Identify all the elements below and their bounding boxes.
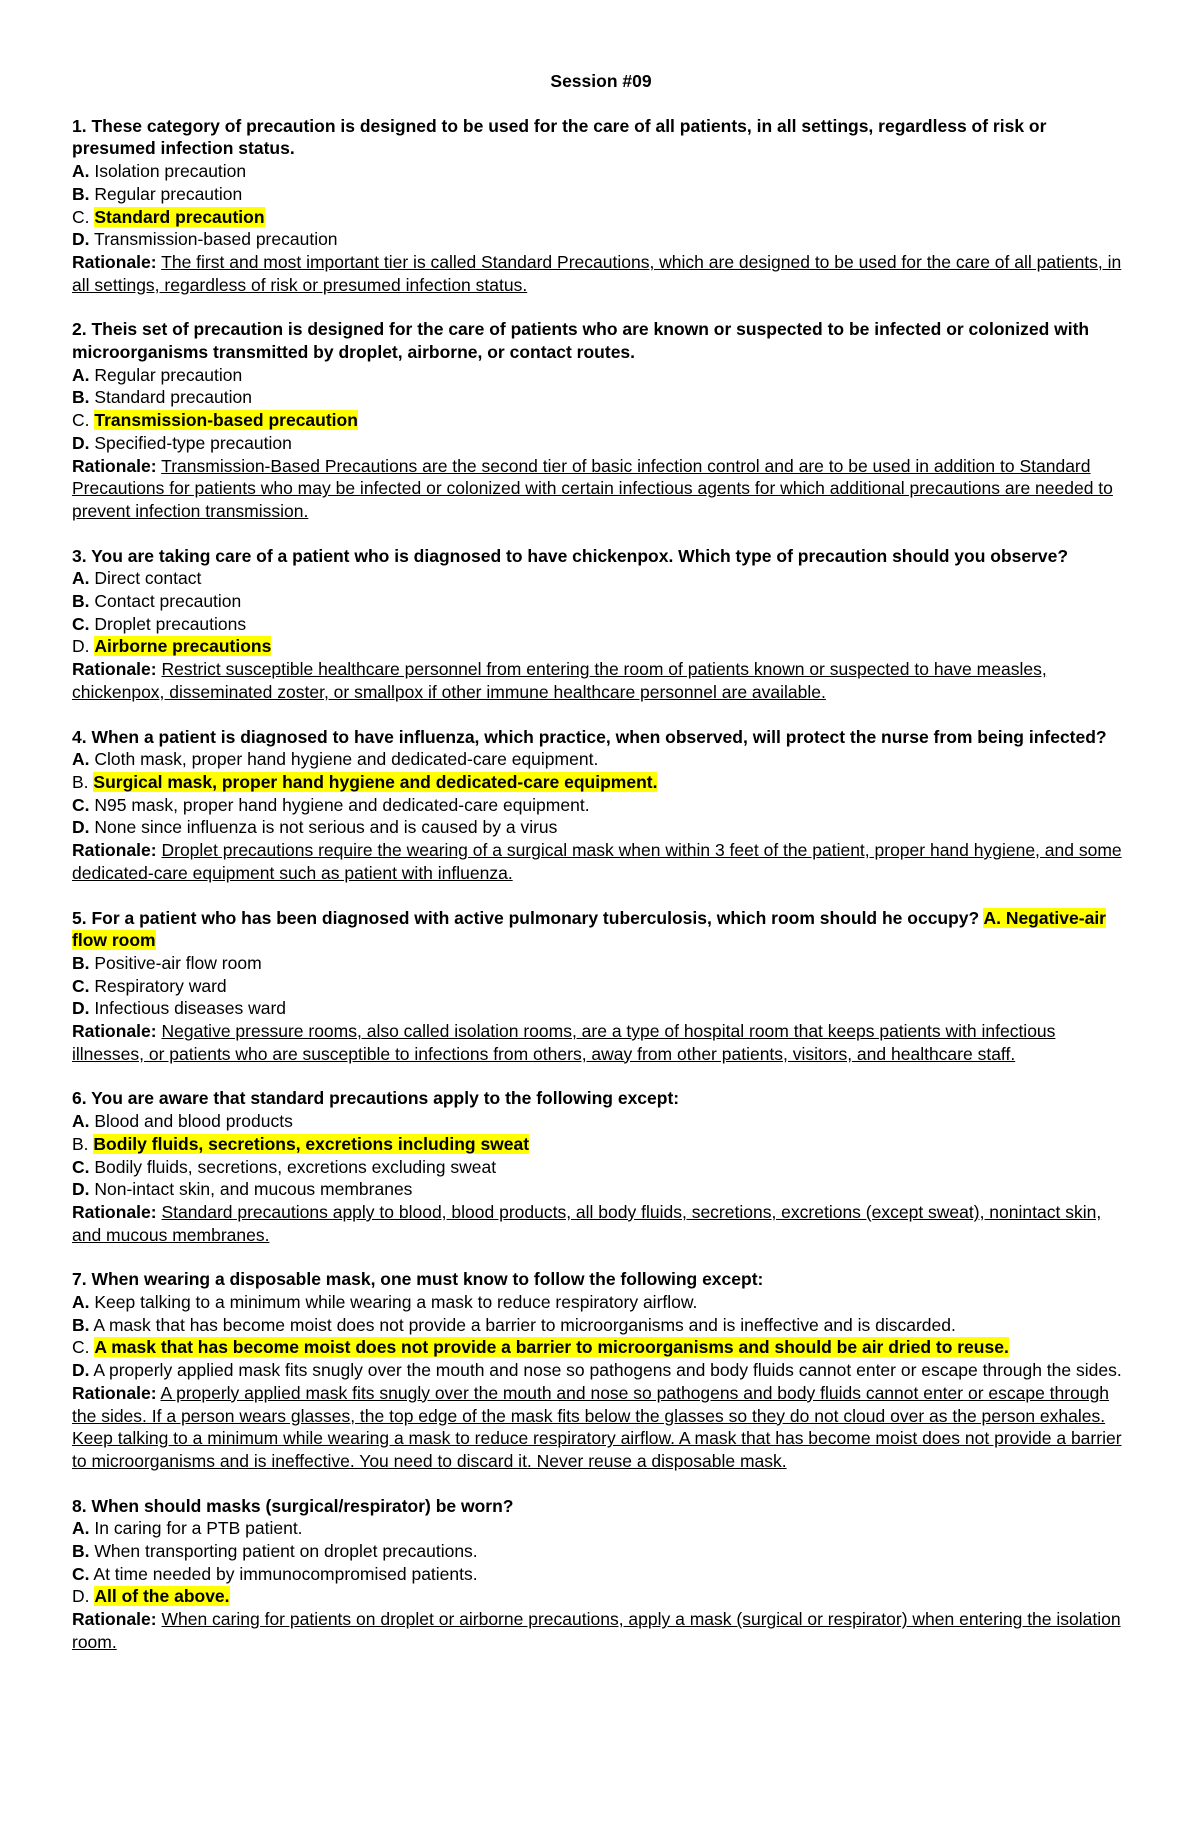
- rationale: [72, 839, 1130, 884]
- option-text: Bodily fluids, secretions, excretions including sweat: [93, 1133, 530, 1154]
- option-text: Standard precaution: [94, 206, 265, 227]
- rationale-text: A properly applied mask fits snugly over the mouth and nose so pathogens and body fluids cannot enter or escape through the sides. If a person wears glasses, the top edge of the mask fits below the glasses so they do not cloud over as the person exhales. Keep talking to a minimum while wearing a mask to reduce respiratory airflow. A mask that has become moist does not provide a barrier to microorganisms and is ineffective. You need to discard it. Never reuse a disposable mask.: [72, 1382, 1122, 1471]
- option-letter: D.: [72, 229, 90, 250]
- option-text: A properly applied mask fits snugly over the mouth and nose so pathogens and body fluids cannot enter or escape through the sides.: [93, 1360, 1122, 1381]
- rationale: [72, 658, 1130, 703]
- question-stem: [72, 318, 1130, 363]
- answer-option: [72, 1156, 1130, 1179]
- option-text: N95 mask, proper hand hygiene and dedicated-care equipment.: [94, 794, 590, 815]
- correct-answer-highlight: [94, 410, 358, 430]
- correct-answer-highlight: [94, 1337, 1008, 1357]
- rationale-label: Rationale:: [72, 1201, 157, 1222]
- answer-option: [72, 1540, 1130, 1563]
- option-text: When transporting patient on droplet precautions.: [94, 1541, 478, 1562]
- question-stem: [72, 726, 1130, 749]
- answer-option: [72, 364, 1130, 387]
- question-block: [72, 1087, 1130, 1246]
- question-text: 7. When wearing a disposable mask, one must know to follow the following except:: [72, 1269, 764, 1290]
- option-letter: C.: [72, 613, 90, 634]
- correct-answer-highlight: [93, 1134, 529, 1154]
- option-text: Positive-air flow room: [94, 952, 262, 973]
- correct-answer-highlight: A. Negative-air flow room: [72, 907, 1106, 951]
- rationale-label: Rationale:: [72, 1382, 157, 1403]
- answer-option: [72, 386, 1130, 409]
- answer-option: [72, 794, 1130, 817]
- option-text: Direct contact: [94, 568, 202, 589]
- answer-option: [72, 975, 1130, 998]
- question-block: [72, 726, 1130, 885]
- question-text: 5. For a patient who has been diagnosed with active pulmonary tuberculosis, which room should he occupy?: [72, 907, 980, 928]
- rationale-text: When caring for patients on droplet or airborne precautions, apply a mask (surgical or respirator) when entering the isolation room.: [72, 1609, 1121, 1652]
- option-letter: C.: [72, 794, 90, 815]
- question-block: [72, 545, 1130, 704]
- option-letter: B.: [72, 1541, 90, 1562]
- option-text: A mask that has become moist does not provide a barrier to microorganisms and is ineffective and is discarded.: [93, 1314, 956, 1335]
- correct-answer-highlight: [94, 207, 264, 227]
- correct-answer-highlight: [94, 1586, 229, 1606]
- option-letter: B.: [72, 1133, 89, 1154]
- question-stem: [72, 545, 1130, 568]
- question-stem: [72, 115, 1130, 160]
- rationale: [72, 251, 1130, 296]
- question-stem: [72, 1268, 1130, 1291]
- question-text: 4. When a patient is diagnosed to have influenza, which practice, when observed, will protect the nurse from being infected?: [72, 726, 1107, 747]
- option-letter: A.: [72, 364, 90, 385]
- rationale-text: Standard precautions apply to blood, blood products, all body fluids, secretions, excretions (except sweat), nonintact skin, and mucous membranes.: [72, 1201, 1102, 1245]
- option-text: Bodily fluids, secretions, excretions excluding sweat: [94, 1156, 497, 1177]
- option-text: Transmission-based precaution: [94, 229, 338, 250]
- answer-option: [72, 816, 1130, 839]
- option-letter: C.: [72, 1563, 90, 1584]
- option-letter: B.: [72, 1314, 90, 1335]
- option-letter: B.: [72, 591, 90, 612]
- answer-option: [72, 771, 1130, 794]
- option-letter: A.: [72, 1292, 90, 1313]
- option-letter: D.: [72, 432, 90, 453]
- answer-option: [72, 432, 1130, 455]
- option-letter: A.: [72, 749, 90, 770]
- answer-option: [72, 1585, 1130, 1608]
- option-text: Infectious diseases ward: [94, 998, 287, 1019]
- answer-option: [72, 567, 1130, 590]
- option-text: Standard precaution: [94, 387, 252, 408]
- rationale-text: Restrict susceptible healthcare personnel from entering the room of patients known or suspected to have measles, chickenpox, disseminated zoster, or smallpox if other immune healthcare personnel are available.: [72, 659, 1047, 702]
- option-text: All of the above.: [94, 1586, 230, 1607]
- option-letter: B.: [72, 183, 90, 204]
- option-letter: D.: [72, 998, 90, 1019]
- answer-option: [72, 1133, 1130, 1156]
- option-letter: A.: [72, 568, 90, 589]
- option-letter: A.: [72, 1111, 90, 1132]
- question-block: [72, 115, 1130, 297]
- rationale-label: Rationale:: [72, 251, 157, 272]
- question-list: [72, 115, 1130, 1654]
- option-letter: B.: [72, 952, 90, 973]
- option-letter: C.: [72, 1337, 90, 1358]
- answer-option: [72, 613, 1130, 636]
- answer-option: [72, 1563, 1130, 1586]
- answer-option: [72, 409, 1130, 432]
- rationale-text: The first and most important tier is called Standard Precautions, which are designed to be used for the care of all patients, in all settings, regardless of risk or presumed infection status.: [72, 251, 1122, 295]
- option-text: None since influenza is not serious and is caused by a virus: [94, 817, 558, 838]
- option-text: Non-intact skin, and mucous membranes: [94, 1179, 413, 1200]
- rationale-text: Negative pressure rooms, also called isolation rooms, are a type of hospital room that keeps patients with infectious illnesses, or patients who are susceptible to infections from others, away from other patients, visitors, and healthcare staff.: [72, 1021, 1056, 1064]
- option-text: Regular precaution: [94, 183, 243, 204]
- rationale: [72, 1020, 1130, 1065]
- page-title: Session #09: [550, 71, 652, 91]
- option-letter: C.: [72, 1156, 90, 1177]
- question-text: 3. You are taking care of a patient who is diagnosed to have chickenpox. Which type of precaution should you observe?: [72, 545, 1069, 566]
- answer-option: [72, 228, 1130, 251]
- option-letter: D.: [72, 1360, 90, 1381]
- question-text: 6. You are aware that standard precautions apply to the following except:: [72, 1088, 680, 1109]
- question-block: [72, 1495, 1130, 1654]
- answer-option: [72, 206, 1130, 229]
- option-text: Contact precaution: [94, 591, 242, 612]
- option-text: Isolation precaution: [94, 161, 247, 182]
- rationale-label: Rationale:: [72, 1021, 157, 1042]
- answer-option: [72, 1336, 1130, 1359]
- question-block: [72, 318, 1130, 522]
- answer-option: [72, 952, 1130, 975]
- option-text: Respiratory ward: [94, 975, 227, 996]
- answer-option: [72, 590, 1130, 613]
- option-text: Specified-type precaution: [94, 432, 292, 453]
- rationale-label: Rationale:: [72, 1609, 157, 1630]
- option-letter: D.: [72, 636, 90, 657]
- option-letter: B.: [72, 771, 89, 792]
- option-letter: A.: [72, 161, 90, 182]
- option-letter: D.: [72, 1586, 90, 1607]
- option-letter: C.: [72, 975, 90, 996]
- answer-option: [72, 748, 1130, 771]
- option-letter: C.: [72, 206, 90, 227]
- question-stem: [72, 1495, 1130, 1518]
- option-letter: D.: [72, 817, 90, 838]
- option-text: Airborne precautions: [94, 636, 272, 657]
- option-text: Regular precaution: [94, 364, 243, 385]
- rationale-text: Droplet precautions require the wearing of a surgical mask when within 3 feet of the patient, proper hand hygiene, and some dedicated-care equipment such as patient with influenza.: [72, 840, 1122, 883]
- answer-option: [72, 160, 1130, 183]
- question-text: 1. These category of precaution is designed to be used for the care of all patients, in all settings, regardless of risk or presumed infection status.: [72, 115, 1047, 159]
- option-text: Surgical mask, proper hand hygiene and dedicated-care equipment.: [93, 771, 658, 792]
- question-block: [72, 907, 1130, 1066]
- option-text: At time needed by immunocompromised patients.: [93, 1563, 478, 1584]
- question-text: 8. When should masks (surgical/respirator) be worn?: [72, 1495, 514, 1516]
- question-text: 2. Theis set of precaution is designed for the care of patients who are known or suspected to be infected or colonized with microorganisms transmitted by droplet, airborne, or contact routes.: [72, 319, 1090, 363]
- rationale: [72, 1608, 1130, 1653]
- rationale-text: Transmission-Based Precautions are the second tier of basic infection control and are to be used in addition to Standard Precautions for patients who may be infected or colonized with certain infectious agents for which additional precautions are needed to prevent infection transmission.: [72, 455, 1113, 521]
- answer-option: [72, 183, 1130, 206]
- rationale: [72, 1201, 1130, 1246]
- option-text: Keep talking to a minimum while wearing a mask to reduce respiratory airflow.: [94, 1292, 698, 1313]
- answer-option: [72, 997, 1130, 1020]
- rationale-label: Rationale:: [72, 659, 157, 680]
- correct-answer-highlight: [94, 636, 271, 656]
- answer-option: [72, 1178, 1130, 1201]
- option-letter: A.: [72, 1518, 90, 1539]
- rationale-label: Rationale:: [72, 455, 157, 476]
- answer-option: [72, 1517, 1130, 1540]
- option-text: Blood and blood products: [94, 1111, 293, 1132]
- option-text: Droplet precautions: [94, 613, 247, 634]
- rationale: [72, 1382, 1130, 1473]
- answer-option: [72, 1314, 1130, 1337]
- question-stem: [72, 907, 1130, 952]
- option-text: Transmission-based precaution: [94, 410, 358, 431]
- option-letter: D.: [72, 1179, 90, 1200]
- question-stem: [72, 1087, 1130, 1110]
- option-letter: B.: [72, 387, 90, 408]
- answer-option: [72, 635, 1130, 658]
- rationale-label: Rationale:: [72, 840, 157, 861]
- answer-option: [72, 1110, 1130, 1133]
- option-letter: C.: [72, 410, 90, 431]
- correct-answer-highlight: [93, 772, 657, 792]
- option-text: Cloth mask, proper hand hygiene and dedicated-care equipment.: [94, 749, 599, 770]
- option-text: A mask that has become moist does not provide a barrier to microorganisms and should be air dried to reuse.: [94, 1337, 1009, 1358]
- answer-option: [72, 1291, 1130, 1314]
- rationale: [72, 455, 1130, 523]
- question-block: [72, 1268, 1130, 1472]
- answer-option: [72, 1359, 1130, 1382]
- option-text: In caring for a PTB patient.: [94, 1518, 303, 1539]
